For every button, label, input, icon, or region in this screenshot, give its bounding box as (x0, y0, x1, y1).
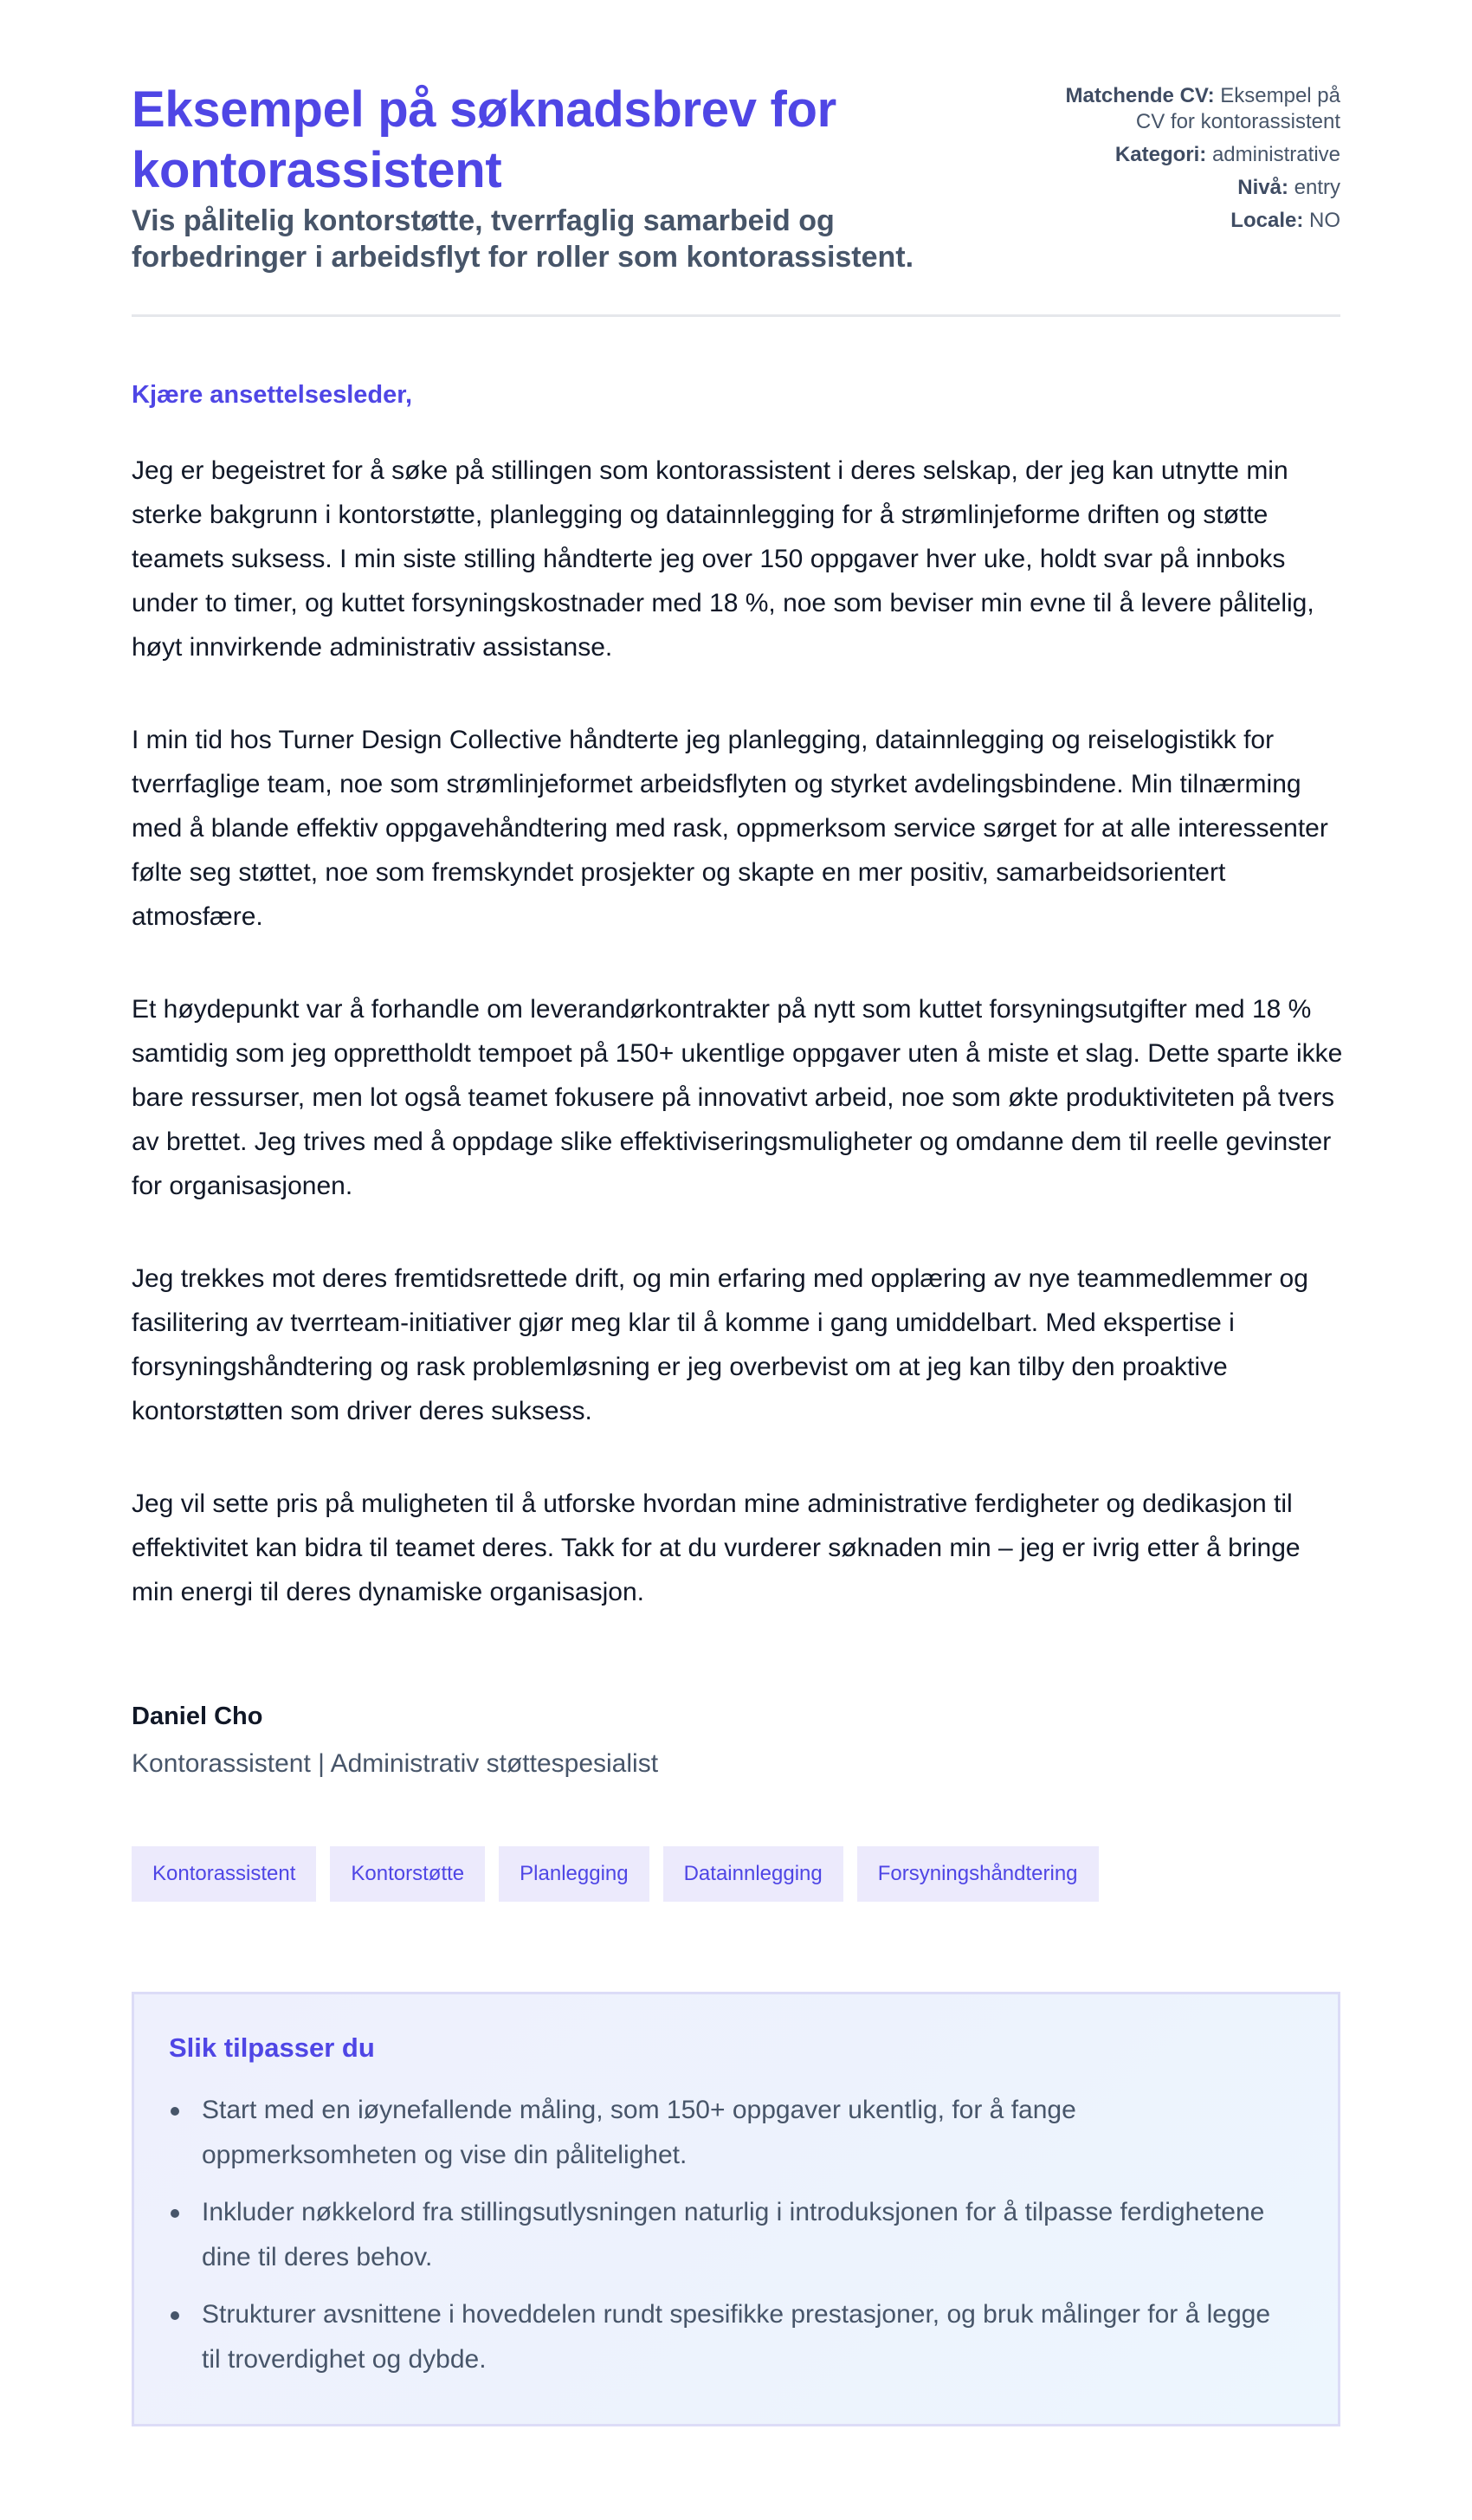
metadata-panel (1055, 83, 1340, 241)
letter-paragraph: Et høydepunkt var å forhandle om leverandørkontrakter på nytt som kuttet forsyningsutgifter med 18 % samtidig som jeg opprettholdt tempoet på 150+ ukentlige oppgaver uten å miste et slag. Dette sparte ikke bare ressurser, men lot også teamet fokusere på innovativt arbeid, noe som økte produktiviteten på tvers av brettet. Jeg trives med å oppdage slike effektiviseringsmuligheter og omdanne dem til reelle gevinster for organisasjonen. (132, 995, 1343, 1200)
signature-name: Daniel Cho (132, 1703, 263, 1730)
customization-tips-box (132, 1992, 1340, 2426)
tag-kontorstotte[interactable]: Kontorstøtte (330, 1846, 485, 1902)
tag-kontorassistent[interactable]: Kontorassistent (132, 1846, 316, 1902)
meta-category-label: Kategori: (1114, 143, 1207, 166)
tip-text: Start med en iøynefallende måling, som 150+ oppgaver ukentlig, for å fange oppmerksomheten og vise din pålitelighet. (202, 2096, 1076, 2169)
meta-level-value: entry (1294, 176, 1340, 199)
tips-title: Slik tilpasser du (169, 2032, 375, 2063)
meta-locale (1055, 208, 1340, 234)
bullet-icon (171, 2311, 179, 2320)
letter-paragraph: Jeg trekkes mot deres fremtidsrettede drift, og min erfaring med opplæring av nye teammedlemmer og fasilitering av tverrteam-initiativer gjør meg klar til å komme i gang umiddelbart. Med ekspertise i forsyningshåndtering og rask problemløsning er jeg overbevist om at jeg kan tilby den proaktive kontorstøtten som driver deres suksess. (132, 1264, 1308, 1425)
signature-block (132, 1701, 1340, 1780)
meta-category (1055, 142, 1340, 168)
meta-category-value: administrative (1211, 143, 1340, 166)
tip-item (169, 2190, 1286, 2280)
page-subtitle: Vis pålitelig kontorstøtte, tverrfaglig samarbeid og forbedringer i arbeidsflyt for roller som kontorassistent. (132, 204, 914, 274)
letter-paragraph: I min tid hos Turner Design Collective håndterte jeg planlegging, datainnlegging og reiselogistikk for tverrfaglige team, noe som strømlinjeformet arbeidsflyten og styrket avdelingsbindene. Min tilnærming med å blande effektiv oppgavehåndtering med rask, oppmerksom service sørget for at alle interessenter følte seg støttet, noe som fremskyndet prosjekter og skapte en mer positiv, samarbeidsorientert atmosfære. (132, 726, 1328, 931)
page-title: Eksempel på søknadsbrev for kontorassistent (132, 81, 836, 198)
meta-level (1055, 175, 1340, 201)
bullet-icon (171, 2107, 179, 2116)
tag-datainnlegging[interactable]: Datainnlegging (663, 1846, 843, 1902)
tip-text: Strukturer avsnittene i hoveddelen rundt spesifikke prestasjoner, og bruk målinger for å legge til troverdighet og dybde. (202, 2300, 1271, 2374)
letter-paragraph: Jeg er begeistret for å søke på stillingen som kontorassistent i deres selskap, der jeg kan utnytte min sterke bakgrunn i kontorstøtte, planlegging og datainnlegging for å strømlinjeforme driften og støtte teamets suksess. I min siste stilling håndterte jeg over 150 oppgaver hver uke, holdt svar på innboks under to timer, og kuttet forsyningskostnader med 18 %, noe som beviser min evne til å levere pålitelig, høyt innvirkende administrativ assistanse. (132, 456, 1314, 662)
meta-locale-value: NO (1309, 209, 1340, 232)
bullet-icon (171, 2209, 179, 2218)
tag-planlegging[interactable]: Planlegging (499, 1846, 649, 1902)
meta-locale-label: Locale: (1230, 209, 1304, 232)
letter-body (132, 379, 1343, 1780)
meta-matching-cv-label: Matchende CV: (1065, 84, 1215, 107)
tag-forsyningshandtering[interactable]: Forsyningshåndtering (857, 1846, 1099, 1902)
tip-item (169, 2292, 1286, 2382)
tip-item (169, 2088, 1286, 2178)
salutation: Kjære ansettelsesleder, (132, 381, 413, 409)
signature-title: Kontorassistent | Administrativ støttespesialist (132, 1749, 659, 1778)
tips-list (169, 2088, 1303, 2382)
skill-tags (132, 1846, 1340, 1902)
meta-matching-cv-value: Eksempel på CV for kontorassistent (1135, 84, 1340, 133)
tip-text: Inkluder nøkkelord fra stillingsutlysningen naturlig i introduksjonen for å tilpasse ferdighetene dine til deres behov. (202, 2198, 1265, 2271)
page-header (132, 0, 1340, 317)
letter-paragraph: Jeg vil sette pris på muligheten til å utforske hvordan mine administrative ferdigheter og dedikasjon til effektivitet kan bidra til teamet deres. Takk for at du vurderer søknaden min – jeg er ivrig etter å bringe min energi til deres dynamiske organisasjon. (132, 1489, 1301, 1606)
meta-matching-cv (1055, 83, 1340, 135)
meta-level-label: Nivå: (1237, 176, 1288, 199)
